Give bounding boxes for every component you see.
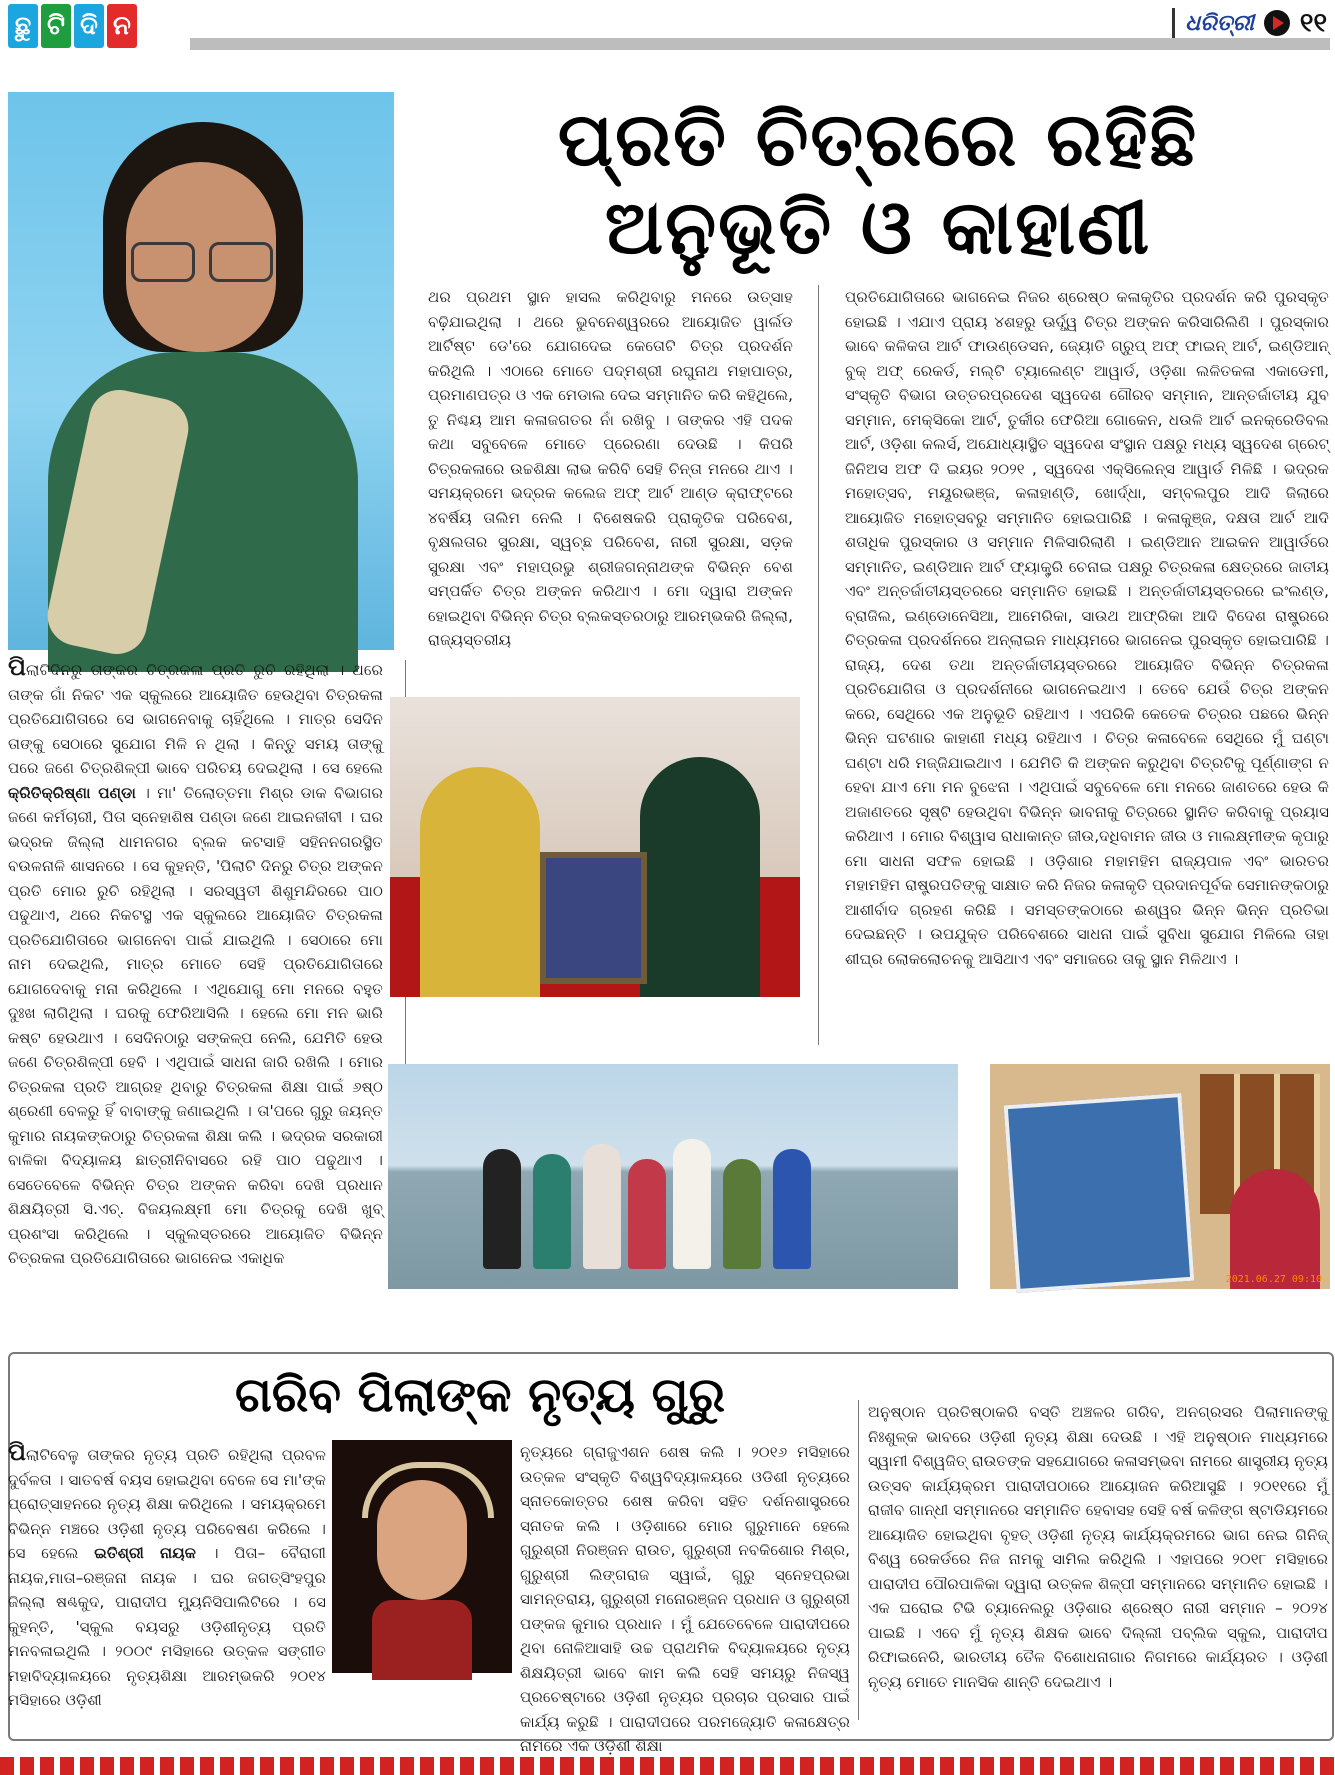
artist-name: କ୍ରିତିକ୍ରିଷ୍ଣା ପଣ୍ଡା bbox=[8, 783, 136, 802]
section-letter: ନ bbox=[107, 4, 137, 48]
header-band bbox=[190, 38, 1330, 50]
paragraph: । ପିତା– ବୈରାଗୀ ନାୟକ,ମାତା–ରଞ୍ଜନା ନାୟକ । ଘର ଜଗତ୍‌ସିଂହପୁର ଜିଲ୍ଲା ଷଣ୍ଢକୁଦ, ପାରାଦୀପ ମ୍ୟୁନିସିପାଲିଟିରେ । ସେ କୁହନ୍ତି, 'ସ୍କୁଲ ବୟସରୁ ଓଡ଼ିଶୀନୃତ୍ୟ ପ୍ରତି ମନବଳାଇଥିଲି । ୨୦୦୯ ମସିହାରେ ଉତ୍କଳ ସଙ୍ଗୀତ ମହାବିଦ୍ୟାଳୟରେ ନୃତ୍ୟଶିକ୍ଷା ଆରମ୍ଭକରି ୨୦୧୪ ମସିହାରେ ଓଡ଼ିଶୀ bbox=[8, 1544, 326, 1709]
dancer-portrait-photo bbox=[332, 1440, 512, 1673]
footer-band bbox=[0, 1757, 1335, 1775]
play-icon bbox=[1264, 10, 1290, 36]
drop-cap: ପି bbox=[8, 1438, 26, 1466]
paragraph: । ମା' ତିଲୋତ୍ତମା ମିଶ୍ର ଡାକ ବିଭାଗର ଜଣେ କର୍ମଚାରୀ, ପିତା ସ୍ନେହାଶିଷ ପଣ୍ଡା ଜଣେ ଆଇନଜୀବୀ । ଘର ଭଦ୍ରକ ଜିଲ୍ଲା ଧାମନଗର ବ୍ଲକ କଟସାହି ସହିନନଗରସ୍ଥିତ ବଉଳନାଳି ଶାସନରେ । ସେ କୁହନ୍ତି, 'ପିଲାଟି ଦିନରୁ ଚିତ୍ର ଅଙ୍କନ ପ୍ରତି ମୋର ରୁଚି ରହିଥିଲା । ସରସ୍ୱତୀ ଶିଶୁମନ୍ଦିରରେ ପାଠ ପଢୁଥାଏ, ଥରେ ନିକଟସ୍ଥ ଏକ ସ୍କୁଲରେ ଆୟୋଜିତ ଚିତ୍ରକଳା ପ୍ରତିଯୋଗିତାରେ ଭାଗନେବା ପାଇଁ ଯାଇଥିଲି । ସେଠାରେ ମୋ ନାମ ଦେଇଥିଲି, ମାତ୍ର ମୋତେ ସେହି ପ୍ରତିଯୋଗିତାରେ ଯୋଗଦେବାକୁ ମନା କରିଥିଲେ । ଏଥିଯୋଗୁ ମୋ ମନରେ ବହୁତ ଦୁଃଖ ଲାଗିଥିଲା । ଘରକୁ ଫେରିଆସିଲି । ହେଲେ ମୋ ମନ ଭାରି କଷ୍ଟ ହେଉଥାଏ । ସେଦିନଠାରୁ ସଙ୍କଳ୍ପ ନେଲି, ଯେମିତି ହେଉ ଜଣେ ଚିତ୍ରଶିଳ୍ପୀ ହେବି । ଏଥିପାଇଁ ସାଧନା ଜାରି ରଖିଲି । ମୋର ଚିତ୍ରକଳା ପ୍ରତି ଆଗ୍ରହ ଥିବାରୁ ଚିତ୍ରକଳା ଶିକ୍ଷା ପାଇଁ ୬ଷ୍ଠ ଶ୍ରେଣୀ ବେଳରୁ ହିଁ ବାବାଙ୍କୁ ଜଣାଇଥିଲି । ତା'ପରେ ଗୁରୁ ଜୟନ୍ତ କୁମାର ନାୟକଙ୍କଠାରୁ ଚିତ୍ରକଳା ଶିକ୍ଷା କଲି । ଭଦ୍ରକ ସରକାରୀ ବାଳିକା ବିଦ୍ୟାଳୟ ଛାତ୍ରୀନିବାସରେ ରହି ପାଠ ପଢୁଥାଏ । ସେତେବେଳେ ବିଭିନ୍ନ ଚିତ୍ର ଅଙ୍କନ କରିବା ଦେଖି ପ୍ରଧାନ ଶିକ୍ଷୟିତ୍ରୀ ସି.ଏଚ୍. ବିଜୟଲକ୍ଷ୍ମୀ ମୋ ଚିତ୍ରକୁ ଦେଖି ଖୁବ୍ ପ୍ରଶଂସା କରିଥିଲେ । ସ୍କୁଲସ୍ତରରେ ଆୟୋଜିତ ବିଭିନ୍ନ ଚିତ୍ରକଳା ପ୍ରତିଯୋଗିତାରେ ଭାଗନେଇ ଏକାଧିକ bbox=[8, 783, 384, 1267]
newspaper-logo: ଧରିତ୍ରୀ bbox=[1185, 10, 1254, 36]
article2-column-1 bbox=[8, 1438, 326, 1709]
headline-line-1: ପ୍ରତି ଚିତ୍ରରେ ରହିଛି bbox=[557, 97, 1199, 183]
family-beach-photo bbox=[388, 1064, 958, 1289]
column-divider bbox=[858, 1400, 859, 1720]
dancer-name: ଇତିଶ୍ରୀ ନାୟକ bbox=[94, 1544, 196, 1562]
page-number: ୧୧ bbox=[1299, 7, 1327, 38]
headline-line-2: ଅନୁଭୂତି ଓ କାହାଣୀ bbox=[604, 185, 1152, 271]
section-letter: ଦି bbox=[74, 4, 104, 48]
article2-column-3: ଅନୁଷ୍ଠାନ ପ୍ରତିଷ୍ଠାକରି ବସ୍ତି ଅଞ୍ଚଳର ଗରିବ, ଅନଗ୍ରସର ପିଲାମାନଙ୍କୁ ନିଃଶୁଳ୍କ ଭାବରେ ଓଡ଼ିଶୀ ନୃତ୍ୟ ଶିକ୍ଷା ଦେଉଛି । ଏହି ଅନୁଷ୍ଠାନ ମାଧ୍ୟମରେ ସ୍ୱାମୀ ବିଶ୍ୱଜିତ୍ ରାଉତଙ୍କ ସହଯୋଗରେ କଳାସମ୍ଭବା ନାମରେ ଶାସ୍ତ୍ରୀୟ ନୃତ୍ୟ ଉତ୍ସବ କାର୍ଯ୍ୟକ୍ରମ ପାରାଦୀପଠାରେ ଆୟୋଜନ କରିଆସୁଛି । ୨୦୧୧ରେ ମୁଁ ରାଜୀବ ଗାନ୍ଧୀ ସମ୍ମାନରେ ସମ୍ମାନିତ ହେବାସହ ସେହି ବର୍ଷ କଳିଙ୍ଗ ଷ୍ଟାଡିୟମରେ ଆୟୋଜିତ ହୋଇଥିବା ବୃହତ୍ ଓଡ଼ିଶୀ ନୃତ୍ୟ କାର୍ଯ୍ୟକ୍ରମରେ ଭାଗ ନେଇ ଗିନିଜ୍ ବିଶ୍ୱ ରେକର୍ଡରେ ନିଜ ନାମକୁ ସାମିଲ କରିଥିଲି । ଏହାପରେ ୨୦୧୮ ମସିହାରେ ପାରାଦୀପ ପୌରପାଳିକା ଦ୍ୱାରା ଉତ୍କଳ ଶିଳ୍ପୀ ସମ୍ମାନରେ ସମ୍ମାନିତ ହୋଇଛି । ଏକ ଘରୋଇ ଟିଭି ଚ୍ୟାନେଲରୁ ଓଡ଼ିଶାର ଶ୍ରେଷ୍ଠ ନାରୀ ସମ୍ମାନ – ୨୦୨୪ ପାଇଛି । ଏବେ ମୁଁ ନୃତ୍ୟ ଶିକ୍ଷକ ଭାବେ ଦିଲ୍ଲୀ ପବ୍ଲିକ ସ୍କୁଲ, ପାରାଦୀପ ରିଫାଇନେରି, ଭାରତୀୟ ତୈଳ ବିଶୋଧନାଗାର ନିଗମରେ କାର୍ଯ୍ୟରତ । ଓଡ଼ିଶୀ ନୃତ୍ୟ ମୋତେ ମାନସିକ ଶାନ୍ତି ଦେଇଥାଏ । bbox=[868, 1403, 1328, 1691]
painting-artist-photo bbox=[990, 1064, 1330, 1289]
paragraph: ଲାଟିଦିନରୁ ତାଙ୍କର ଚିତ୍ରକଳା ପ୍ରତି ରୁଚି ରହିଥିଲା । ଥରେ ତାଙ୍କ ଗାଁ ନିକଟ ଏକ ସ୍କୁଲରେ ଆୟୋଜିତ ହେଉଥିବା ଚିତ୍ରକଳା ପ୍ରତିଯୋଗିତାରେ ସେ ଭାଗନେବାକୁ ଚାହିଁଥିଲେ । ମାତ୍ର ସେଦିନ ତାଙ୍କୁ ସେଠାରେ ସୁଯୋଗ ମିଳି ନ ଥିଲା । କିନ୍ତୁ ସମୟ ତାଙ୍କୁ ପରେ ଜଣେ ଚିତ୍ରଶିଳ୍ପୀ ଭାବେ ପରିଚୟ ଦେଇଥିଲା । ସେ ହେଲେ bbox=[8, 661, 383, 777]
section-title bbox=[8, 4, 137, 50]
photo-timestamp: 2021.06.27 09:10 bbox=[1225, 1274, 1322, 1285]
article2-headline: ଗରିବ ପିଲାଙ୍କ ନୃତ୍ୟ ଗୁରୁ bbox=[234, 1367, 725, 1423]
article1-column-3: ପ୍ରତିଯୋଗିତାରେ ଭାଗନେଇ ନିଜର ଶ୍ରେଷ୍ଠ କଳାକୃତିର ପ୍ରଦର୍ଶନ କରି ପୁରସ୍କୃତ ହୋଇଛି । ଏଯାଏ ପ୍ରାୟ ୪ଶହରୁ ଊର୍ଦ୍ଧ୍ୱ ଚିତ୍ର ଅଙ୍କନ କରିସାରିଲିଣି । ପୁରସ୍କାର ଭାବେ କଳିକତା ଆର୍ଟ ଫାଉଣ୍ଡେସନ, ଜ୍ୟୋତି ଗ୍ରୁପ୍ ଅଫ୍ ଫାଇନ୍ ଆର୍ଟ, ଇଣ୍ଡିଆନ୍ ବୁକ୍ ଅଫ୍ ରେକର୍ଡ, ମଲ୍ଟି ଟ୍ୟାଲେଣ୍ଟ ଆୱାର୍ଡ, ଓଡ଼ିଶା ଲଳିତକଳା ଏକାଡେମୀ, ସଂସ୍କୃତି ବିଭାଗ ଉତ୍ତରପ୍ରଦେଶ ସ୍ୱଦେଶ ଗୌରବ ସମ୍ମାନ, ଆନ୍ତର୍ଜାତୀୟ ଯୁବ ସମ୍ମାନ, ମେକ୍ସିକୋ ଆର୍ଟ, ତୁର୍କୀର ଫେରିଆ ଗୋକେନ, ଧଉଳି ଆର୍ଟ ଇନକ୍ରେଡିବଲ ଆର୍ଟ, ଓଡ଼ିଶା କଲର୍ସ, ଅଯୋଧ୍ୟାସ୍ଥିତ ସ୍ୱଦେଶ ସଂସ୍ଥାନ ପକ୍ଷରୁ ମଧ୍ୟ ସ୍ୱଦେଶ ଗ୍ରେଟ୍ ଜିନିଅସ ଅଫ ଦି ଇୟର ୨୦୨୧ , ସ୍ୱଦେଶ ଏକ୍ସିଲେନ୍ସ ଆୱାର୍ଡ ମିଳିଛି । ଭଦ୍ରକ ମହୋତ୍ସବ, ମୟୂରଭଞ୍ଜ, କଳାହାଣ୍ଡି, ଖୋର୍ଦ୍ଧା, ସମ୍ବଲପୁର ଆଦି ଜିଲାରେ ଆୟୋଜିତ ମହୋତ୍ସବରୁ ସମ୍ମାନିତ ହୋଇପାରିଛି । କଳାକୁଞ୍ଜ, ଦକ୍ଷତା ଆର୍ଟ ଆଦି ଶତାଧିକ ପୁରସ୍କାର ଓ ସମ୍ମାନ ମିଳିସାରିଲାଣି । ଇଣ୍ଡିଆନ ଆଇକନ ଆୱାର୍ଡରେ ସମ୍ମାନିତ, ଇଣ୍ଡିଆନ ଆର୍ଟ ଫ୍ୟାକ୍ଟ୍ରି ଚେନାଇ ପକ୍ଷରୁ ଚିତ୍ରକଳା କ୍ଷେତ୍ରରେ ଜାତୀୟ ଏବଂ ଅନ୍ତର୍ଜାତୀୟସ୍ତରରେ ସମ୍ମାନିତ ହୋଇଛି । ଅନ୍ତର୍ଜାତୀୟସ୍ତରରେ ଇଂଲଣ୍ଡ, ବ୍ରାଜିଲ, ଇଣ୍ଡୋନେସିଆ, ଆମେରିକା, ସାଉଥ ଆଫ୍ରିକା ଆଦି ବିଦେଶ ରାଷ୍ଟ୍ରରେ ଚିତ୍ରକଳା ପ୍ରଦର୍ଶନରେ ଅନ୍‌ଲାଇନ ମାଧ୍ୟମରେ ଭାଗନେଇ ପୁରସ୍କୃତ ହୋଇପାରିଛି । ରାଜ୍ୟ, ଦେଶ ତଥା ଅନ୍ତର୍ଜାତୀୟସ୍ତରରେ ଆୟୋଜିତ ବିଭିନ୍ନ ଚିତ୍ରକଳା ପ୍ରତିଯୋଗିତା ଓ ପ୍ରଦର୍ଶନୀରେ ଭାଗନେଇଥାଏ । ତେବେ ଯେଉଁ ଚିତ୍ର ଅଙ୍କନ କରେ, ସେଥିରେ ଏକ ଅନୁଭୂତି ରହିଥାଏ । ଏପରିକି କେତେକ ଚିତ୍ରର ପଛରେ ଭିନ୍ନ ଭିନ୍ନ ଘଟଣାର କାହାଣୀ ମଧ୍ୟ ରହିଥାଏ । ଚିତ୍ର କଳାବେଳେ ସେଥିରେ ମୁଁ ଘଣ୍ଟା ଘଣ୍ଟା ଧରି ମଜ୍ଜିଯାଇଥାଏ । ଯେମିତି କି ଅଙ୍କନ କରୁଥିବା ଚିତ୍ରଟିକୁ ପୂର୍ଣ୍ଣାଙ୍ଗ ନ ହେବା ଯାଏ ମୋ ମନ ବୁଝେନା । ଏଥିପାଇଁ ସବୁବେଳେ ମୋ ମନରେ ଜାଣତରେ ହେଉ କି ଅଜାଣତରେ ସୃଷ୍ଟି ହେଉଥିବା ବିଭିନ୍ନ ଭାବନାକୁ ଚିତ୍ରରେ ସ୍ଥାନିତ କରିବାକୁ ପ୍ରୟାସ କରିଥାଏ । ମୋର ବିଶ୍ୱାସ ରାଧାକାନ୍ତ ଜୀଉ,ଦଧିବାମନ ଜୀଉ ଓ ମାଲକ୍ଷ୍ମୀଙ୍କ କୃପାରୁ ମୋ ସାଧନା ସଫଳ ହୋଇଛି । ଓଡ଼ିଶାର ମହାମହିମ ରାଜ୍ୟପାଳ ଏବଂ ଭାରତର ମହାମହିମ ରାଷ୍ଟ୍ରପତିଙ୍କୁ ସାକ୍ଷାତ କରି ନିଜର କଳାକୃତି ପ୍ରଦାନପୂର୍ବକ ସେମାନଙ୍କଠାରୁ ଆଶୀର୍ବାଦ ଗ୍ରହଣ କରିଛି । ସମସ୍ତଙ୍କଠାରେ ଈଶ୍ୱର ଭିନ୍ନ ଭିନ୍ନ ପ୍ରତିଭା ଦେଇଛନ୍ତି । ଉପଯୁକ୍ତ ପରିବେଶରେ ସାଧନା ପାଇଁ ସୁବିଧା ସୁଯୋଗ ମିଳିଲେ ତାହା ଶୀଘ୍ର ଲୋକଲୋଚନକୁ ଆସିଥାଏ ଏବଂ ସମାଜରେ ତାକୁ ସ୍ଥାନ ମିଳିଥାଏ । bbox=[845, 288, 1329, 968]
divider bbox=[1172, 8, 1175, 38]
article1-column-2: ଥର ପ୍ରଥମ ସ୍ଥାନ ହାସଲ କରିଥିବାରୁ ମନରେ ଉତ୍ସାହ ବଢ଼ିଯାଇଥିଲା । ଥରେ ଭୁବନେଶ୍ୱରରେ ଆୟୋଜିତ ୱାର୍ଲଡ ଆର୍ଟିଷ୍ଟ ଡେ'ରେ ଯୋଗଦେଇ କେତୋଟି ଚିତ୍ର ପ୍ରଦର୍ଶନ କରିଥିଲି । ଏଠାରେ ମୋତେ ପଦ୍ମଶ୍ରୀ ରଘୁନାଥ ମହାପାତ୍ର, ପ୍ରମାଣପତ୍ର ଓ ଏକ ମେଡାଲ ଦେଇ ସମ୍ମାନିତ କରି କହିଥିଲେ, ତୁ ନିଶ୍ଚୟ ଆମ କଳାଜଗତର ନାଁ ରଖିବୁ । ତାଙ୍କର ଏହି ପଦକ କଥା ସବୁବେଳେ ମୋତେ ପ୍ରେରଣା ଦେଉଛି । କିପରି ଚିତ୍ରକଳାରେ ଉଚ୍ଚଶିକ୍ଷା ଲାଭ କରିବି ସେହି ଚିନ୍ତା ମନରେ ଥାଏ । ସମୟକ୍ରମେ ଭଦ୍ରକ କଲେଜ ଅଫ୍ ଆର୍ଟ ଆଣ୍ଡ କ୍ରାଫ୍ଟରେ ୪ବର୍ଷିୟ ତାଲିମ ନେଲି । ବିଶେଷକରି ପ୍ରାକୃତିକ ପରିବେଶ, ବୃକ୍ଷଲତାର ସୁରକ୍ଷା, ସ୍ୱଚ୍ଛ ପରିବେଶ, ନାରୀ ସୁରକ୍ଷା, ସଡ଼କ ସୁରକ୍ଷା ଏବଂ ମହାପ୍ରଭୁ ଶ୍ରୀଜଗନ୍ନାଥଙ୍କ ବିଭିନ୍ନ ବେଶ ସମ୍ପର୍କିତ ଚିତ୍ର ଅଙ୍କନ କରିଥାଏ । ମୋ ଦ୍ୱାରା ଅଙ୍କନ ହୋଇଥିବା ବିଭିନ୍ନ ଚିତ୍ର ବ୍ଲକସ୍ତରଠାରୁ ଆରମ୍ଭକରି ଜିଲ୍ଲା, ରାଜ୍ୟସ୍ତରୀୟ bbox=[428, 288, 793, 649]
article2-column-2: ନୃତ୍ୟରେ ଗ୍ରାଜୁଏଶନ ଶେଷ କଲି । ୨୦୧୬ ମସିହାରେ ଉତ୍କଳ ସଂସ୍କୃତି ବିଶ୍ୱବିଦ୍ୟାଳୟରେ ଓଡିଶୀ ନୃତ୍ୟରେ ସ୍ନାତକୋତ୍ତର ଶେଷ କରିବା ସହିତ ଦର୍ଶନଶାସ୍ତ୍ରରେ ସ୍ନାତକ କଲି । ଓଡ଼ିଶାରେ ମୋର ଗୁରୁମାନେ ହେଲେ ଗୁରୁଶ୍ରୀ ନିରଞ୍ଜନ ରାଉତ, ଗୁରୁଶ୍ରୀ ନବକିଶୋର ମିଶ୍ର, ଗୁରୁଶ୍ରୀ ଲିଙ୍ଗରାଜ ସ୍ୱାଇଁ, ଗୁରୁ ସ୍ନେହପ୍ରଭା ସାମନ୍ତରାୟ, ଗୁରୁଶ୍ରୀ ମନୋରଞ୍ଜନ ପ୍ରଧାନ ଓ ଗୁରୁଶ୍ରୀ ପଙ୍କଜ କୁମାର ପ୍ରଧାନ । ମୁଁ ଯେତେବେଳେ ପାରାଦୀପରେ ଥିବା ନୋଳିଆସାହି ଉଚ୍ଚ ପ୍ରାଥମିକ ବିଦ୍ୟାଳୟରେ ନୃତ୍ୟ ଶିକ୍ଷୟିତ୍ରୀ ଭାବେ କାମ କଲି ସେହି ସମୟରୁ ନିଜସ୍ୱ ପ୍ରଚେଷ୍ଟାରେ ଓଡ଼ିଶୀ ନୃତ୍ୟର ପ୍ରଚାର ପ୍ରସାର ପାଇଁ କାର୍ଯ୍ୟ କରୁଛି । ପାରାଦୀପରେ ପରମଜ୍ୟୋତି କଳାକ୍ଷେତ୍ର ନାମରେ ଏକ ଓଡ଼ିଶୀ ଶିକ୍ଷା bbox=[520, 1443, 850, 1755]
masthead bbox=[1172, 6, 1327, 40]
article1-column-1 bbox=[8, 653, 384, 1267]
award-event-photo bbox=[390, 697, 800, 997]
paragraph: ଲାଟିବେଳୁ ତାଙ୍କର ନୃତ୍ୟ ପ୍ରତି ରହିଥିଲା ପ୍ରବଳ ଦୁର୍ବଳତା । ସାତବର୍ଷ ବୟସ ହୋଇଥିବା ବେଳେ ସେ ମା'ଙ୍କ ପ୍ରୋତ୍ସାହନରେ ନୃତ୍ୟ ଶିକ୍ଷା କରିଥିଲେ । ସମୟକ୍ରମେ ବିଭିନ୍ନ ମଞ୍ଚରେ ଓଡ଼ିଶୀ ନୃତ୍ୟ ପରିବେଷଣ କରିଲେ । ସେ ହେଲେ bbox=[8, 1446, 326, 1562]
section-letter: ଛୁ bbox=[8, 4, 38, 48]
section-letter: ଟି bbox=[41, 4, 71, 48]
artist-portrait-photo bbox=[8, 92, 394, 650]
drop-cap: ପି bbox=[8, 653, 26, 681]
column-divider bbox=[818, 285, 819, 1045]
